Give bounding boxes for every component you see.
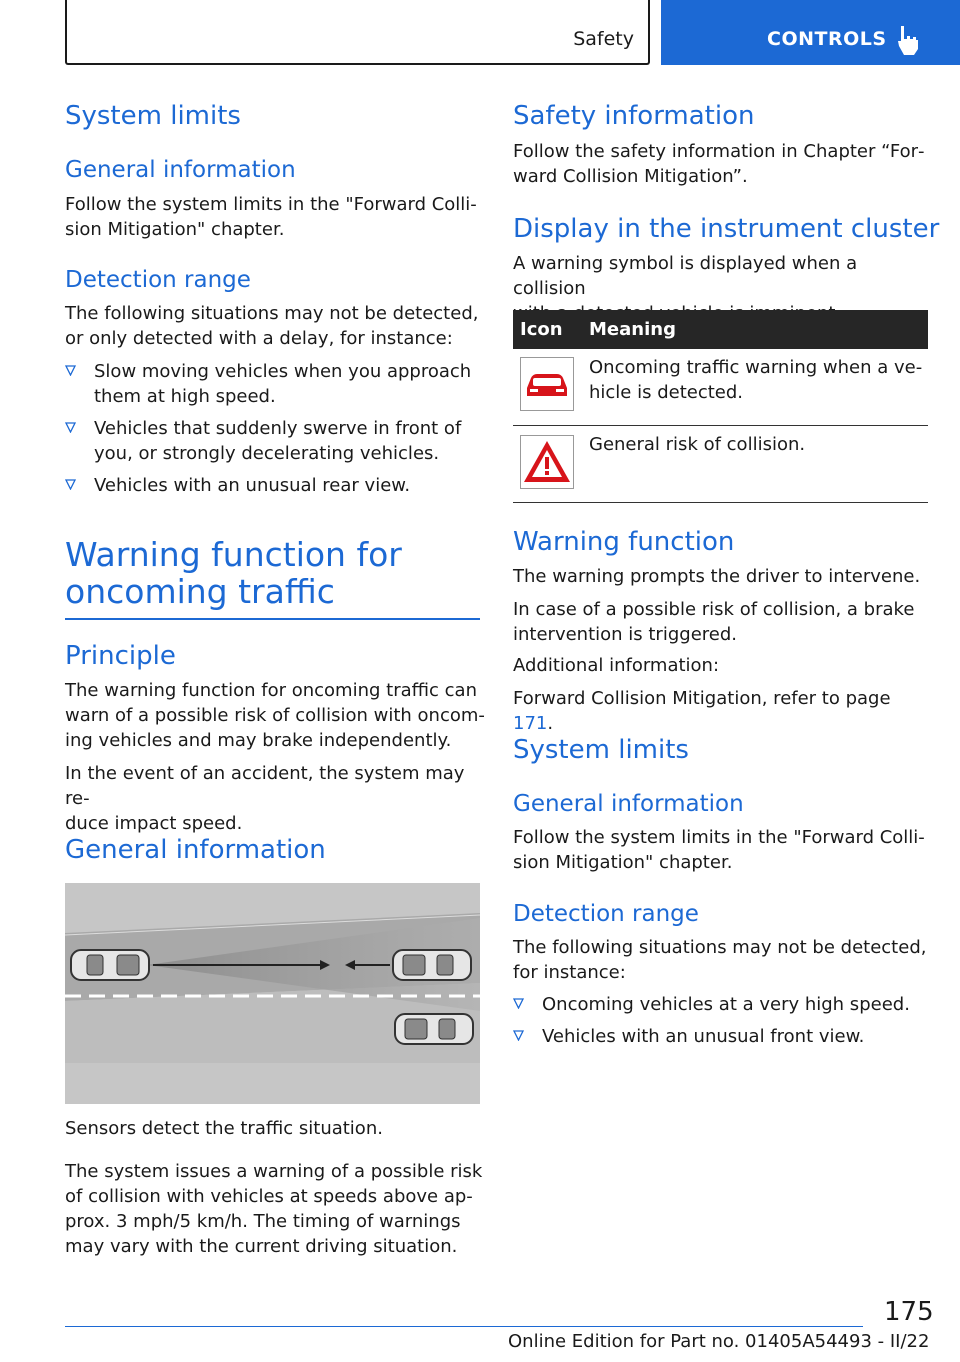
section-title-principle: Principle [65, 641, 176, 671]
page-number: 175 [884, 1297, 934, 1327]
bullet-triangle-icon [513, 1030, 524, 1041]
paragraph-detection-range [65, 301, 485, 351]
text-line: The following situations may not be detected, [65, 303, 479, 324]
text-line: prox. 3 mph/5 km/h. The timing of warnings [65, 1211, 461, 1232]
text-line: A warning symbol is displayed when a collision [513, 253, 858, 299]
table-row-divider [513, 502, 928, 503]
paragraph-warning-prompt: The warning prompts the driver to intervene. [513, 566, 921, 587]
paragraph-additional: Additional information: [513, 655, 720, 676]
subsection-title-general-info: General information [65, 157, 296, 183]
traffic-diagram [65, 883, 480, 1104]
text-line: them at high speed. [94, 386, 276, 407]
text-line: Oncoming traffic warning when a ve‐ [589, 357, 923, 378]
other-car-icon [395, 1014, 473, 1044]
section-title-general-info-2: General information [65, 835, 326, 865]
text-line: of collision with vehicles at speeds above ap‐ [65, 1186, 473, 1207]
text-line: Oncoming vehicles at a very high speed. [542, 994, 910, 1015]
own-car-icon [71, 950, 149, 980]
text-line: sion Mitigation" chapter. [65, 219, 285, 240]
text-line: Slow moving vehicles when you approach [94, 361, 472, 382]
text-line: Vehicles with an unusual rear view. [94, 475, 411, 496]
hand-pointer-icon [895, 24, 921, 56]
paragraph-detection-range-right [513, 935, 933, 985]
list-item [65, 473, 485, 498]
section-title-system-limits: System limits [65, 101, 241, 131]
bullet-triangle-icon [513, 998, 524, 1009]
text-line: . [547, 713, 554, 734]
text-line: Vehicles that suddenly swerve in front of [94, 418, 462, 439]
table-header-meaning: Meaning [589, 319, 676, 340]
paragraph-safety-info [513, 139, 933, 189]
table-header [513, 310, 928, 349]
header-section-label: Safety [573, 28, 634, 50]
table-header-icon: Icon [520, 319, 563, 340]
text-line: The system issues a warning of a possible risk [65, 1161, 483, 1182]
table-row-divider [513, 425, 928, 426]
paragraph-brake-intervention [513, 597, 933, 647]
paragraph-fcm-reference [513, 686, 933, 736]
paragraph-general-info-right [513, 825, 933, 875]
text-line: ing vehicles and may brake independently. [65, 730, 452, 751]
text-line: Warning function for [65, 535, 402, 574]
text-line: oncoming traffic [65, 572, 335, 611]
header-chapter-label: CONTROLS [767, 28, 887, 50]
paragraph-warning-speed [65, 1159, 485, 1259]
red-triangle-warning-icon [520, 435, 574, 489]
subsection-title-detection-range-right: Detection range [513, 901, 699, 927]
chapter-title-warning-function [65, 536, 480, 610]
text-line: Forward Collision Mitigation, refer to page [513, 688, 891, 709]
bullet-triangle-icon [65, 365, 76, 376]
list-item [65, 359, 485, 409]
table-row [589, 355, 924, 405]
paragraph-principle-2 [65, 761, 485, 836]
text-line: The warning function for oncoming traffic can [65, 680, 477, 701]
text-line: you, or strongly decelerating vehicles. [94, 443, 440, 464]
footer-divider [65, 1326, 863, 1327]
text-line: The following situations may not be detected, [513, 937, 927, 958]
text-line: intervention is triggered. [513, 624, 737, 645]
text-line: Follow the system limits in the "Forward Colli‐ [513, 827, 925, 848]
section-title-system-limits-right: System limits [513, 735, 689, 765]
text-line: Vehicles with an unusual front view. [542, 1026, 865, 1047]
text-line: Follow the system limits in the "Forward Colli‐ [65, 194, 477, 215]
list-item [513, 1024, 933, 1049]
list-item [65, 416, 485, 466]
text-line: warn of a possible risk of collision with oncom‐ [65, 705, 485, 726]
text-line: Follow the safety information in Chapter “For‐ [513, 141, 925, 162]
list-item [513, 992, 933, 1017]
oncoming-car-icon [393, 950, 471, 980]
text-line: duce impact speed. [65, 813, 243, 834]
bullet-triangle-icon [65, 479, 76, 490]
traffic-diagram-graphic [65, 883, 480, 1104]
section-title-warning-function: Warning function [513, 527, 735, 557]
text-line: hicle is detected. [589, 382, 744, 403]
text-line: In case of a possible risk of collision, a brake [513, 599, 915, 620]
text-line: In the event of an accident, the system may re‐ [65, 763, 465, 809]
header-section-box [65, 0, 650, 65]
subsection-title-detection-range: Detection range [65, 267, 251, 293]
diagram-caption: Sensors detect the traffic situation. [65, 1118, 383, 1139]
header-chapter-tab[interactable] [661, 0, 960, 65]
section-title-safety-info: Safety information [513, 101, 755, 131]
paragraph-principle [65, 678, 485, 753]
bullet-triangle-icon [65, 422, 76, 433]
text-line: may vary with the current driving situation. [65, 1236, 458, 1257]
text-line: or only detected with a delay, for instance: [65, 328, 453, 349]
table-row: General risk of collision. [589, 434, 806, 455]
page-link-171[interactable]: 171 [513, 713, 548, 734]
paragraph-general-info [65, 192, 485, 242]
text-line: ward Collision Mitigation”. [513, 166, 748, 187]
text-line: sion Mitigation" chapter. [513, 852, 733, 873]
text-line: for instance: [513, 962, 626, 983]
footer-edition: Online Edition for Part no. 01405A54493 - II/22 [508, 1331, 930, 1352]
red-car-warning-icon [520, 357, 574, 411]
section-divider [65, 618, 480, 620]
section-title-display: Display in the instrument cluster [513, 214, 940, 244]
subsection-title-general-info-right: General information [513, 791, 744, 817]
